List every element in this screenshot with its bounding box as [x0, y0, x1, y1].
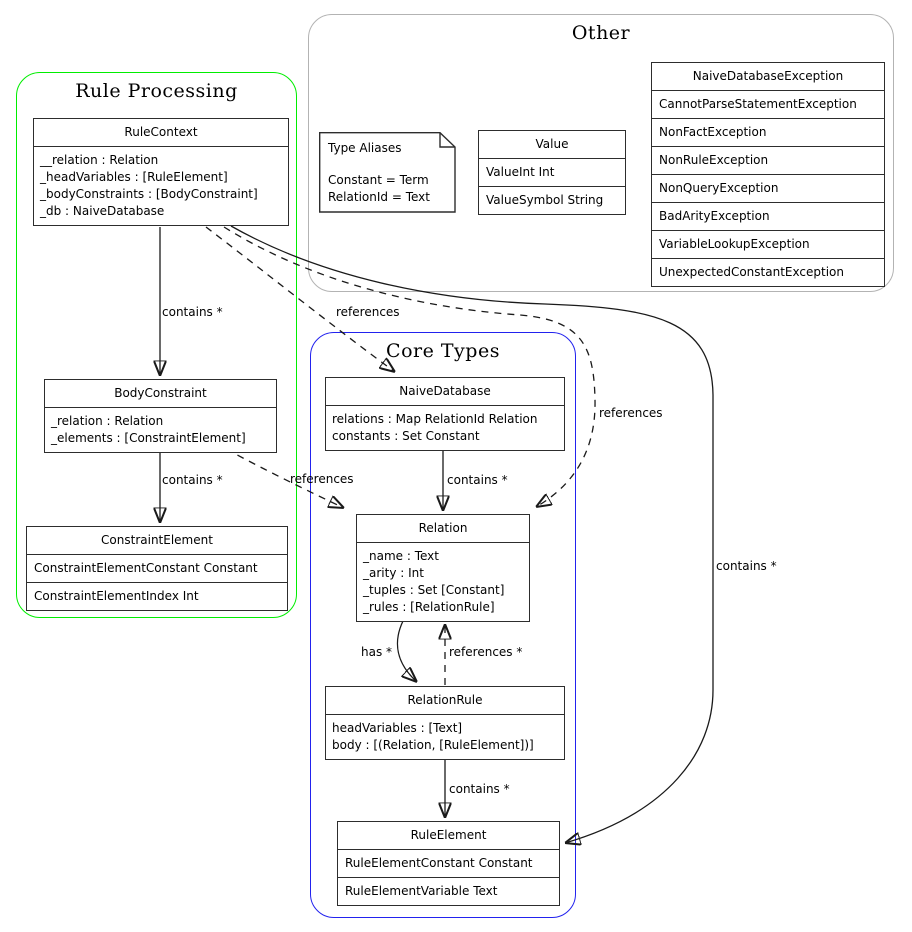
class-relation [356, 514, 530, 622]
class-constraintelement [26, 526, 288, 611]
attribute: __relation : Relation [40, 153, 159, 167]
constructor: ValueInt Int [479, 158, 625, 186]
edge-rulecontext-relation-references [224, 227, 595, 507]
class-relationrule [325, 686, 565, 760]
constructor: NonRuleException [652, 146, 884, 174]
constructor: VariableLookupException [652, 230, 884, 258]
class-naivedatabase-attributes [326, 405, 564, 450]
edge-relation-relationrule-has [397, 621, 417, 682]
class-ruleelement [337, 821, 560, 906]
constructor: NonFactException [652, 118, 884, 146]
group-rule-processing-title: Rule Processing [75, 80, 238, 102]
constructor: CannotParseStatementException [652, 90, 884, 118]
class-relationrule-attributes [326, 714, 564, 759]
note-text [328, 140, 430, 206]
class-bodyconstraint-name: BodyConstraint [114, 386, 207, 400]
class-rulecontext [33, 118, 289, 226]
attribute: headVariables : [Text] [332, 721, 463, 735]
constructor: ConstraintElementIndex Int [27, 582, 287, 610]
attribute: _bodyConstraints : [BodyConstraint] [40, 187, 258, 201]
constructor: RuleElementConstant Constant [338, 849, 559, 877]
edge-label-references: references * [449, 645, 523, 659]
edge-rulecontext-naivedatabase-references [206, 227, 395, 372]
edge-label-references: references [290, 472, 354, 486]
constructor: NonQueryException [652, 174, 884, 202]
class-value-name: Value [535, 137, 569, 151]
class-relation-name: Relation [418, 521, 468, 535]
group-other-title: Other [571, 22, 631, 44]
class-rulecontext-name: RuleContext [124, 125, 198, 139]
edge-label-contains: contains * [447, 473, 508, 487]
edge-label-has: has * [361, 645, 393, 659]
class-naivedatabaseexception-name: NaiveDatabaseException [692, 69, 844, 83]
attribute: relations : Map RelationId Relation [332, 412, 538, 426]
constructor: ConstraintElementConstant Constant [27, 554, 287, 582]
class-relation-attributes [357, 542, 529, 621]
class-naivedatabaseexception [651, 62, 885, 287]
attribute: _headVariables : [RuleElement] [40, 170, 228, 184]
edge-label-contains: contains * [162, 473, 223, 487]
edge-label-contains: contains * [716, 559, 777, 573]
class-bodyconstraint [44, 379, 277, 453]
note-line: RelationId = Text [328, 190, 430, 204]
class-naivedatabase-name: NaiveDatabase [399, 384, 491, 398]
constructor: BadArityException [652, 202, 884, 230]
attribute: _db : NaiveDatabase [40, 204, 165, 218]
class-naivedatabase [325, 377, 565, 451]
class-relationrule-name: RelationRule [407, 693, 483, 707]
constructor: RuleElementVariable Text [338, 877, 559, 905]
attribute: _arity : Int [363, 566, 424, 580]
constructor: UnexpectedConstantException [652, 258, 884, 286]
attribute: _relation : Relation [51, 414, 164, 428]
class-ruleelement-name: RuleElement [410, 828, 487, 842]
constructor: ValueSymbol String [479, 186, 625, 214]
note-title: Type Aliases [328, 141, 402, 155]
attribute: _name : Text [363, 549, 439, 563]
class-constraintelement-name: ConstraintElement [101, 533, 213, 547]
note-line: Constant = Term [328, 173, 429, 187]
attribute: _elements : [ConstraintElement] [51, 431, 246, 445]
edge-label-references: references [336, 305, 400, 319]
class-bodyconstraint-attributes [45, 407, 276, 452]
group-core-types-title: Core Types [386, 340, 500, 362]
attribute: body : [(Relation, [RuleElement])] [332, 738, 534, 752]
attribute: _tuples : Set [Constant] [363, 583, 505, 597]
class-value [478, 130, 626, 215]
edge-label-references: references [599, 406, 663, 420]
attribute: constants : Set Constant [332, 429, 480, 443]
note-type-aliases [319, 132, 456, 213]
class-rulecontext-attributes [34, 146, 288, 225]
edge-label-contains: contains * [449, 782, 510, 796]
attribute: _rules : [RelationRule] [363, 600, 495, 614]
edge-label-contains: contains * [162, 305, 223, 319]
